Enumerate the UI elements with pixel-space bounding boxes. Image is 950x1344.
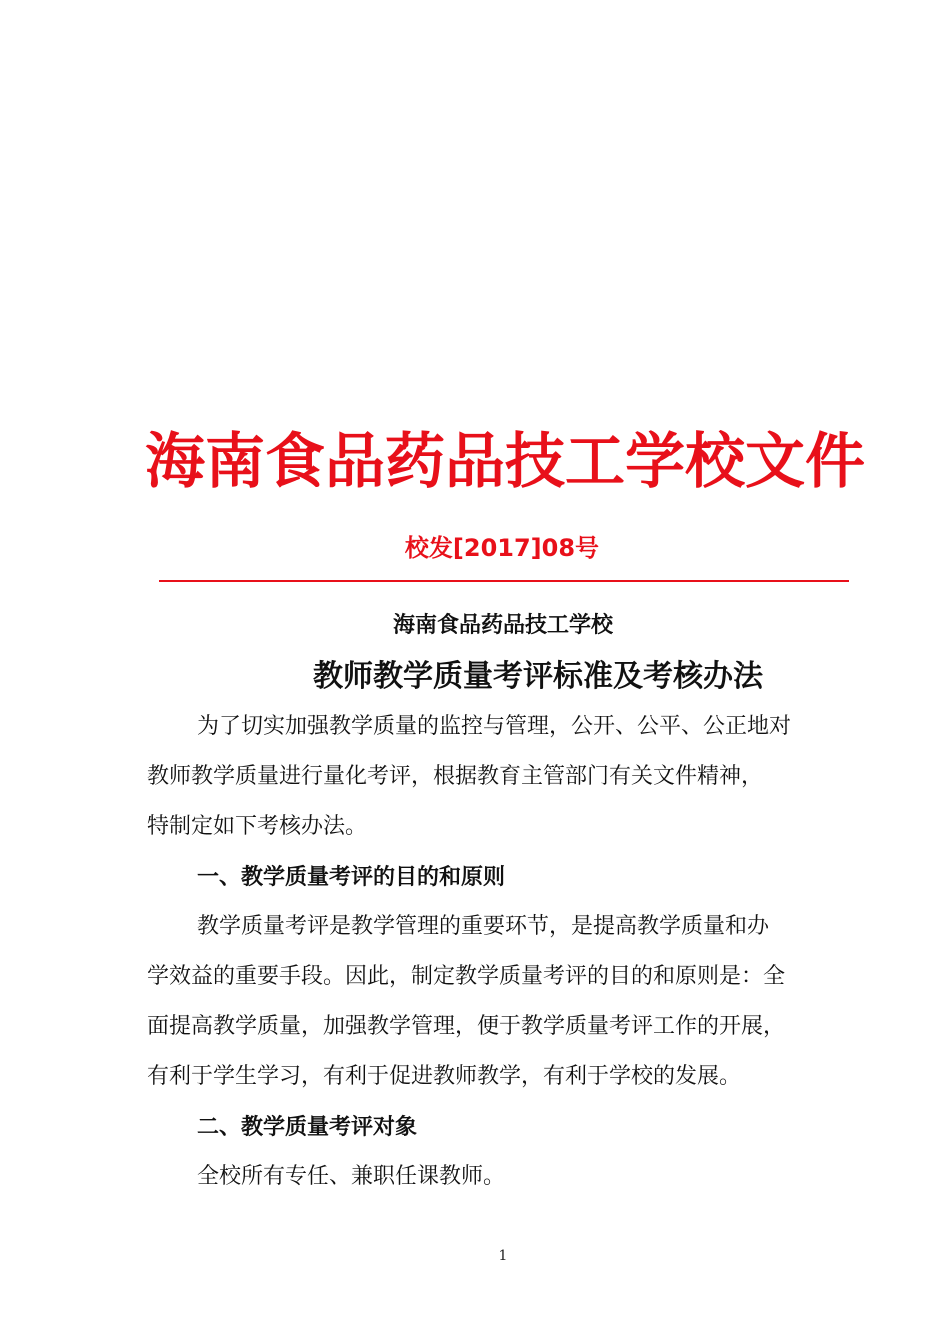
section-heading: 一、教学质量考评的目的和原则 [197, 864, 506, 890]
body-line: 面提高教学质量，加强教学管理，便于教学质量考评工作的开展， [147, 1014, 786, 1039]
document-header-title: 海南食品药品技工学校文件 [145, 427, 865, 497]
body-line: 学效益的重要手段。因此，制定教学质量考评的目的和原则是：全 [147, 964, 786, 989]
red-divider-line [159, 580, 849, 582]
section-heading: 二、教学质量考评对象 [197, 1114, 418, 1140]
body-line: 为了切实加强教学质量的监控与管理，公开、公平、公正地对 [197, 714, 792, 739]
body-line: 全校所有专任、兼职任课教师。 [197, 1164, 506, 1189]
body-line: 教学质量考评是教学管理的重要环节，是提高教学质量和办 [197, 914, 770, 939]
body-line: 教师教学质量进行量化考评，根据教育主管部门有关文件精神， [147, 764, 764, 789]
body-line: 特制定如下考核办法。 [147, 814, 368, 839]
document-number: 校发[2017]08号 [404, 534, 600, 562]
organization-name: 海南食品药品技工学校 [392, 612, 613, 638]
document-title: 教师教学质量考评标准及考核办法 [313, 659, 763, 694]
page-number: 1 [498, 1248, 508, 1264]
body-line: 有利于学生学习，有利于促进教师教学，有利于学校的发展。 [147, 1064, 742, 1089]
